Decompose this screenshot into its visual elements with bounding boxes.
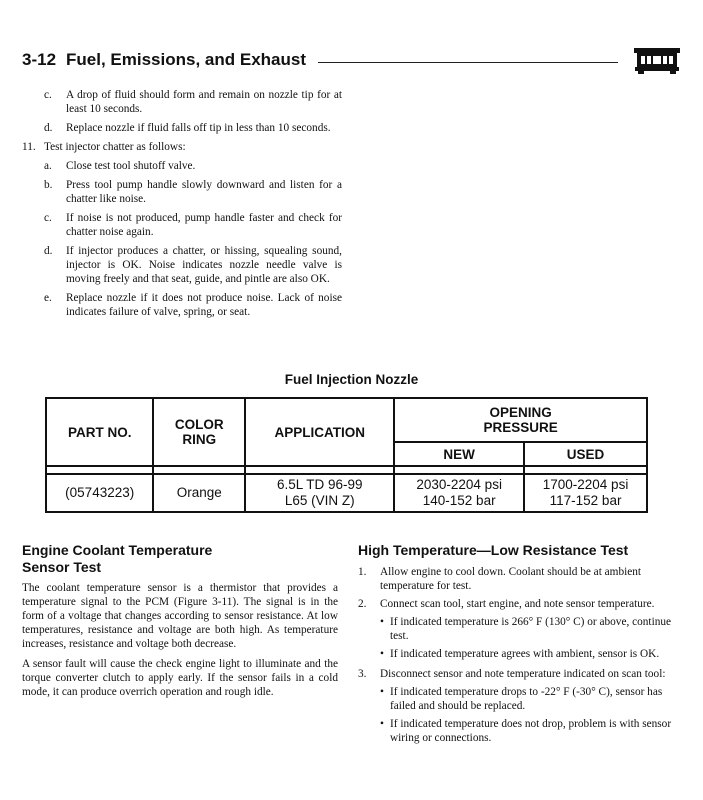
list-item: c. If noise is not produced, pump handle faster and check for chatter noise again. xyxy=(44,212,342,238)
header-opening-pressure: OPENING PRESSURE xyxy=(394,398,647,442)
list-item: 3. Disconnect sensor and note temperature indicated on scan tool: xyxy=(358,668,666,680)
table-row xyxy=(46,474,647,512)
list-item: 2. Connect scan tool, start engine, and note sensor temperature. xyxy=(358,598,655,610)
coolant-section-title: Engine Coolant Temperature Sensor Test xyxy=(22,542,213,575)
procedure-steps xyxy=(22,88,342,324)
list-item: d. If injector produces a chatter, or hissing, squealing sound, injector is OK. Noise indicates nozzle needle valve is moving freely and that seat, guide, and pintle are also OK. xyxy=(44,245,342,285)
bullet-item: • If indicated temperature is 266° F (130° C) or above, continue test. xyxy=(380,616,672,642)
list-item: c. A drop of fluid should form and remain on nozzle tip for at least 10 seconds. xyxy=(44,89,342,115)
header-application: APPLICATION xyxy=(245,398,394,466)
vehicle-grille-icon xyxy=(632,46,682,76)
list-item: b. Press tool pump handle slowly downward and listen for a chatter like noise. xyxy=(44,179,342,205)
page-title xyxy=(22,50,306,70)
cell-used-pressure: 1700-2204 psi 117-152 bar xyxy=(524,474,647,512)
chapter-title: Fuel, Emissions, and Exhaust xyxy=(66,50,306,69)
coolant-section-body xyxy=(22,581,338,705)
bullet-icon: • xyxy=(380,686,384,698)
bullet-icon: • xyxy=(380,718,384,730)
paragraph: A sensor fault will cause the check engine light to illuminate and the torque converter clutch to apply early. If the sensor fails in a cold mode, it can produce overrich operation and rough idle. xyxy=(22,658,338,698)
cell-application: 6.5L TD 96-99 L65 (VIN Z) xyxy=(245,474,394,512)
header-rule xyxy=(318,62,618,63)
paragraph: The coolant temperature sensor is a thermistor that provides a temperature signal to the PCM (Figure 3-11). The signal is in the form of a voltage that changes according to sensor resistance. At low temperatures, resistance and voltage are both high. As temperature increases, resistance and voltage both decrease. xyxy=(22,582,338,650)
cell-part-no: (05743223) xyxy=(46,474,153,512)
list-item: d. Replace nozzle if fluid falls off tip in less than 10 seconds. xyxy=(44,122,331,134)
bullet-icon: • xyxy=(380,616,384,628)
list-item: 1. Allow engine to cool down. Coolant should be at ambient temperature for test. xyxy=(358,566,642,592)
step-11: 11. Test injector chatter as follows: xyxy=(22,141,186,153)
fuel-injection-nozzle-table xyxy=(45,397,648,513)
high-temp-steps xyxy=(358,565,676,749)
table-title: Fuel Injection Nozzle xyxy=(284,372,419,387)
bullet-item: • If indicated temperature drops to -22° F (-30° C), sensor has failed and should be replaced. xyxy=(380,686,663,712)
bullet-item: • If indicated temperature does not drop, problem is with sensor wiring or connections. xyxy=(380,718,672,744)
cell-new-pressure: 2030-2204 psi 140-152 bar xyxy=(394,474,524,512)
header-used: USED xyxy=(524,442,647,466)
bullet-item: • If indicated temperature agrees with ambient, sensor is OK. xyxy=(380,648,660,660)
bullet-icon: • xyxy=(380,648,384,660)
page-header xyxy=(22,46,682,78)
cell-color-ring: Orange xyxy=(153,474,245,512)
list-item: e. Replace nozzle if it does not produce noise. Lack of noise indicates failure of valve, spring, or seat. xyxy=(44,292,342,318)
header-color-ring: COLOR RING xyxy=(153,398,245,466)
list-item: a. Close test tool shutoff valve. xyxy=(44,160,196,172)
header-new: NEW xyxy=(394,442,524,466)
section-number: 3-12 xyxy=(22,50,57,69)
header-part-no: PART NO. xyxy=(46,398,153,466)
high-temp-section-title: High Temperature—Low Resistance Test xyxy=(358,542,629,558)
